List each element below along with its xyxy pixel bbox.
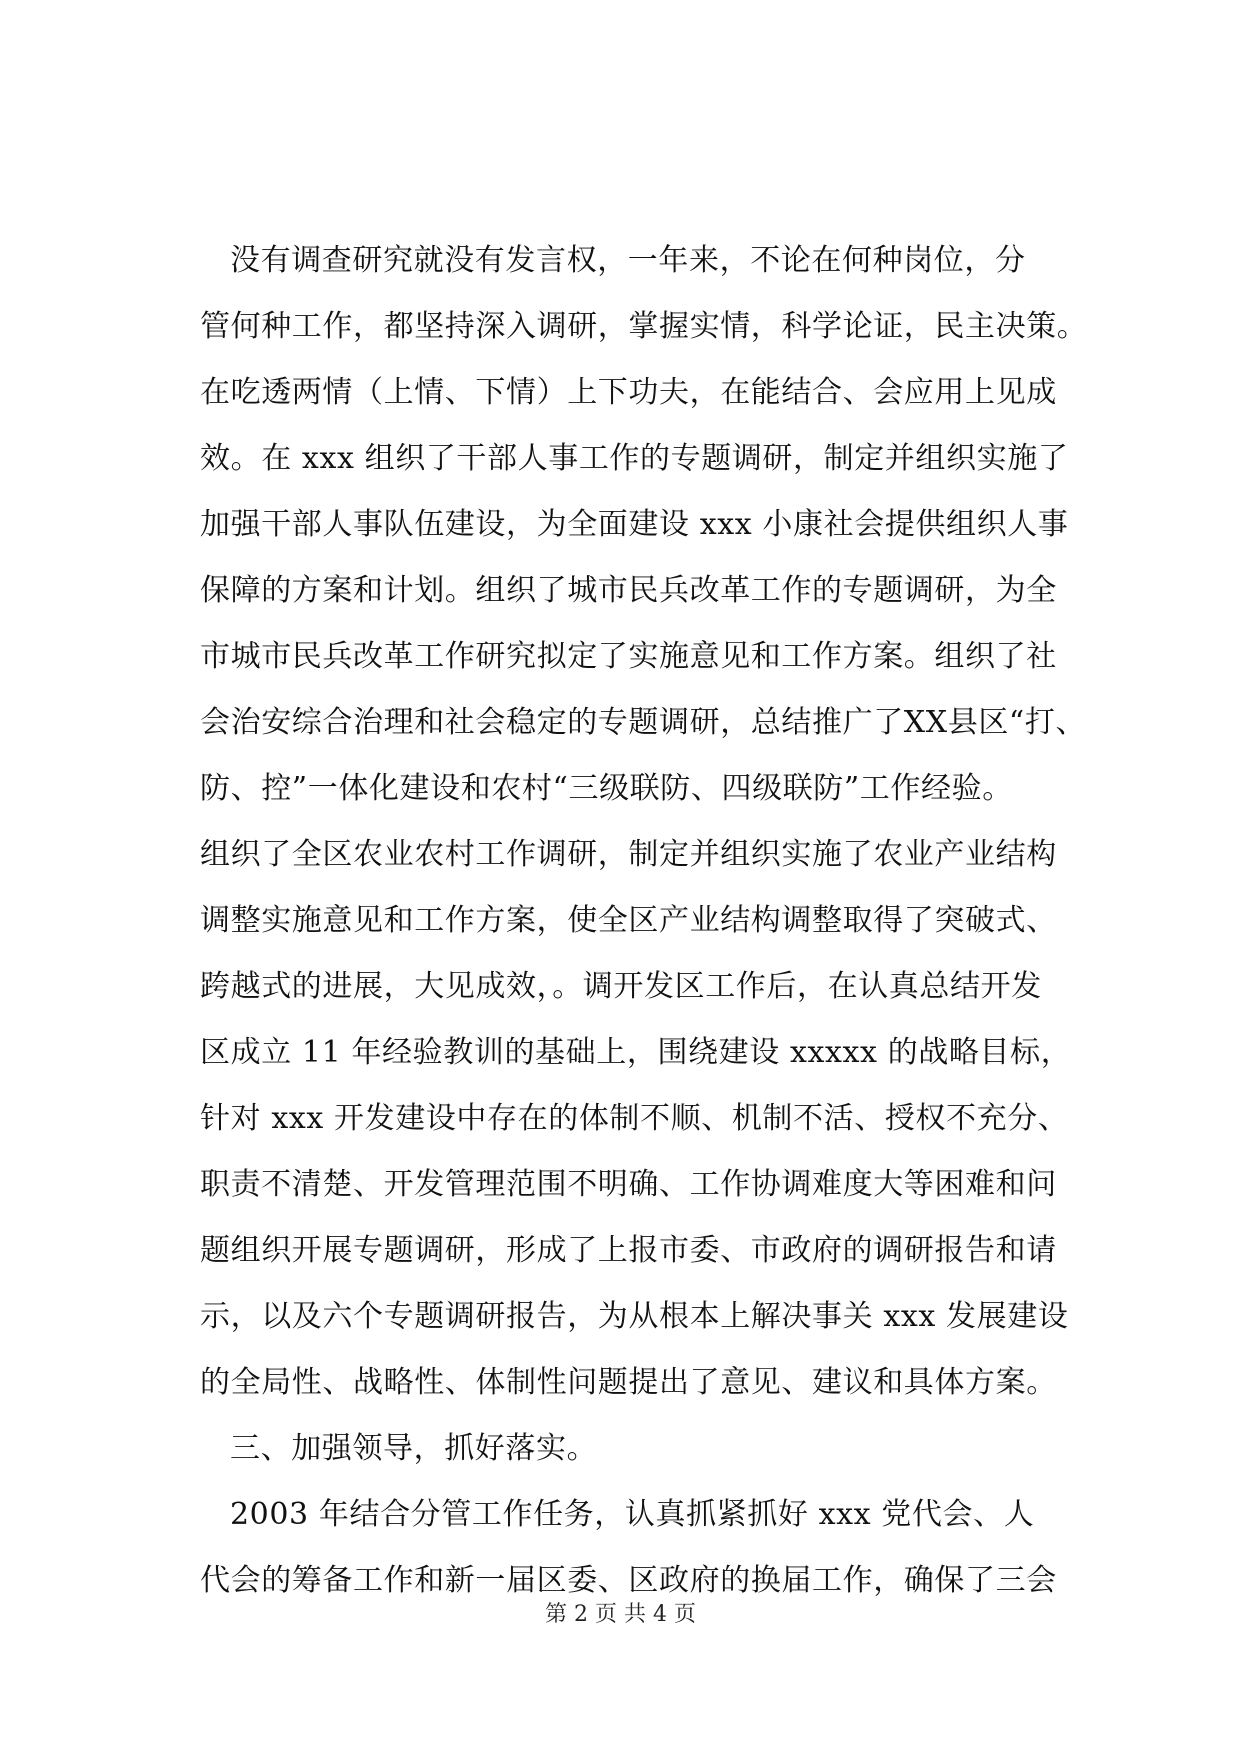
- text-line: 针对 xxx 开发建设中存在的体制不顺、机制不活、授权不充分、: [200, 1101, 1069, 1136]
- text-line: 的全局性、战略性、体制性问题提出了意见、建议和具体方案。: [200, 1365, 1057, 1400]
- text-line: 示，以及六个专题调研报告，为从根本上解决事关 xxx 发展建设: [200, 1299, 1069, 1334]
- text-line: 管何种工作，都坚持深入调研，掌握实情，科学论证，民主决策。: [200, 309, 1088, 344]
- text-line: 调整实施意见和工作方案，使全区产业结构调整取得了突破式、: [200, 903, 1057, 938]
- body-text: [200, 228, 1100, 1614]
- page-number-footer: 第 2 页 共 4 页: [545, 1602, 696, 1627]
- section-heading: 三、加强领导，抓好落实。: [230, 1431, 598, 1466]
- text-line: 职责不清楚、开发管理范围不明确、工作协调难度大等困难和问: [200, 1167, 1057, 1202]
- text-line: 代会的筹备工作和新一届区委、区政府的换届工作，确保了三会: [200, 1563, 1057, 1598]
- text-line: 2003 年结合分管工作任务，认真抓紧抓好 xxx 党代会、人: [230, 1497, 1035, 1532]
- text-line: 会治安综合治理和社会稳定的专题调研，总结推广了XX县区“打、: [200, 705, 1087, 740]
- text-line: 在吃透两情（上情、下情）上下功夫，在能结合、会应用上见成: [200, 375, 1057, 410]
- text-line: 组织了全区农业农村工作调研，制定并组织实施了农业产业结构: [200, 837, 1057, 872]
- text-line: 跨越式的进展，大见成效，。调开发区工作后，在认真总结开发: [200, 969, 1042, 1004]
- text-line: 保障的方案和计划。组织了城市民兵改革工作的专题调研，为全: [200, 573, 1057, 608]
- text-line: 加强干部人事队伍建设，为全面建设 xxx 小康社会提供组织人事: [200, 507, 1069, 542]
- text-line: 市城市民兵改革工作研究拟定了实施意见和工作方案。组织了社: [200, 639, 1057, 674]
- text-line: 没有调查研究就没有发言权，一年来，不论在何种岗位，分: [230, 243, 1026, 278]
- text-line: 效。在 xxx 组织了干部人事工作的专题调研，制定并组织实施了: [200, 441, 1069, 476]
- text-line: 题组织开展专题调研，形成了上报市委、市政府的调研报告和请: [200, 1233, 1057, 1268]
- text-line: 区成立 11 年经验教训的基础上，围绕建设 xxxxx 的战略目标，: [200, 1035, 1072, 1070]
- text-line: 防、控”一体化建设和农村“三级联防、四级联防”工作经验。: [200, 771, 1013, 806]
